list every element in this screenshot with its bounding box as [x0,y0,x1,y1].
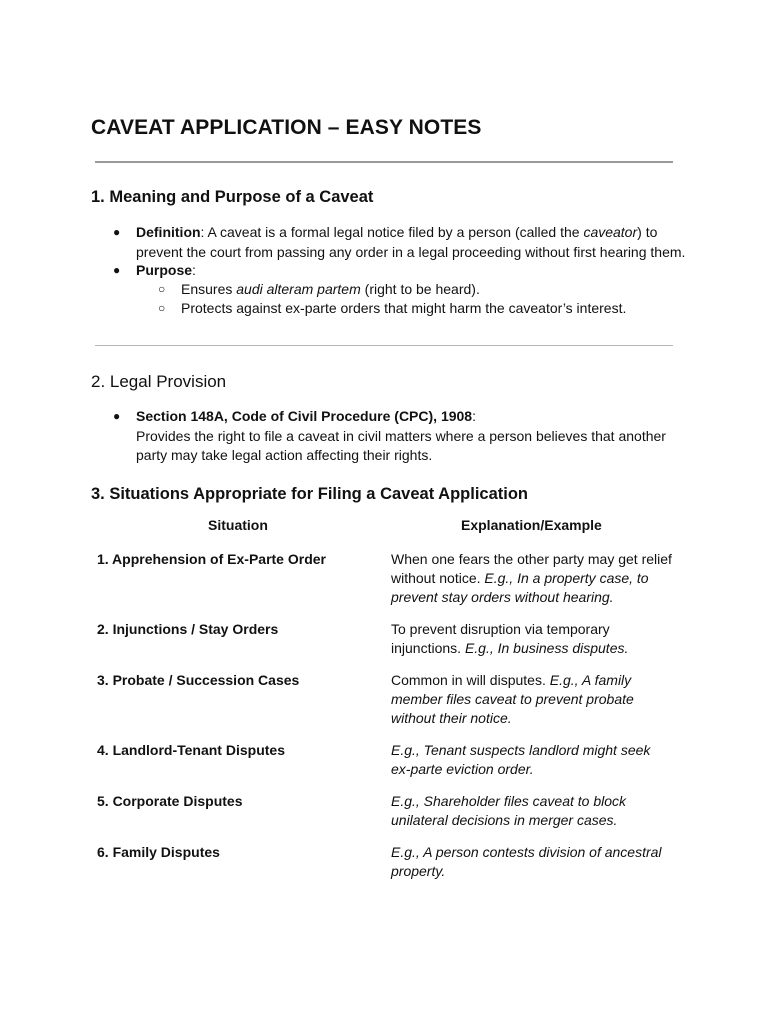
table-cell-situation: 5. Corporate Disputes [97,793,243,809]
table-cell-situation: 2. Injunctions / Stay Orders [97,621,279,637]
table-cell-situation: 6. Family Disputes [97,844,220,860]
table-header-situation: Situation [208,517,268,533]
table-cell-explanation [391,671,641,728]
table-cell-explanation [391,741,661,779]
circle-bullet-icon: ○ [158,301,166,315]
purpose-item-term: audi alteram partem [236,281,361,297]
table-cell-explanation [391,620,631,658]
explanation-italic: E.g., A family member files caveat to prevent probate without their notice. [391,672,634,726]
explanation-plain: When one fears the other party may get relief without notice. [391,551,672,586]
purpose-item-post: (right to be heard). [360,281,480,297]
purpose-item-pre: Ensures [181,281,237,297]
section-heading-legal-provision: 2. Legal Provision [91,372,227,391]
list-item-purpose-1 [181,280,701,300]
circle-bullet-icon: ○ [158,282,166,296]
definition-term: caveator [583,224,638,240]
divider [95,345,673,346]
section-heading-meaning: 1. Meaning and Purpose of a Caveat [91,188,374,206]
explanation-italic: E.g., In a property case, to prevent stay orders without hearing. [391,570,649,605]
definition-label: Definition [136,224,201,240]
bullet-icon: ● [113,225,121,239]
bullet-icon: ● [113,263,121,277]
bullet-icon: ● [113,409,121,423]
provision-colon: : [472,408,476,424]
explanation-italic: E.g., In business disputes. [464,640,629,656]
explanation-plain: Common in will disputes. [391,672,550,688]
list-item-purpose [136,261,696,281]
list-item-purpose-2 [181,299,701,319]
table-cell-situation: 4. Landlord-Tenant Disputes [97,742,285,758]
definition-text-b: ) to prevent the court from passing any order in a legal proceeding without first hearing them. [136,224,686,260]
table-cell-explanation [391,843,671,881]
section-heading-situations: 3. Situations Appropriate for Filing a Caveat Application [91,485,528,503]
explanation-italic: E.g., Tenant suspects landlord might seek ex-parte eviction order. [391,742,651,777]
explanation-italic: E.g., Shareholder files caveat to block unilateral decisions in merger cases. [391,793,627,828]
list-item-definition [136,223,696,262]
page-title: CAVEAT APPLICATION – EASY NOTES [91,116,482,139]
definition-text-a: : A caveat is a formal legal notice filed by a person (called the [200,224,584,240]
list-item-provision [136,407,676,466]
divider [95,161,673,163]
purpose-colon: : [192,262,196,278]
table-cell-explanation [391,550,691,607]
explanation-italic: E.g., A person contests division of ancestral property. [391,844,662,879]
purpose-item-pre: Protects against ex-parte orders that might harm the caveator’s interest. [181,300,627,316]
table-cell-situation: 1. Apprehension of Ex-Parte Order [97,551,326,567]
table-cell-situation: 3. Probate / Succession Cases [97,672,300,688]
provision-label: Section 148A, Code of Civil Procedure (CPC), 1908 [136,408,473,424]
provision-text: Provides the right to file a caveat in civil matters where a person believes that another party may take legal action affecting their rights. [136,427,666,463]
table-cell-explanation [391,792,641,830]
purpose-label: Purpose [136,262,193,278]
table-header-explanation: Explanation/Example [461,517,602,533]
explanation-plain: To prevent disruption via temporary injunctions. [391,621,610,656]
